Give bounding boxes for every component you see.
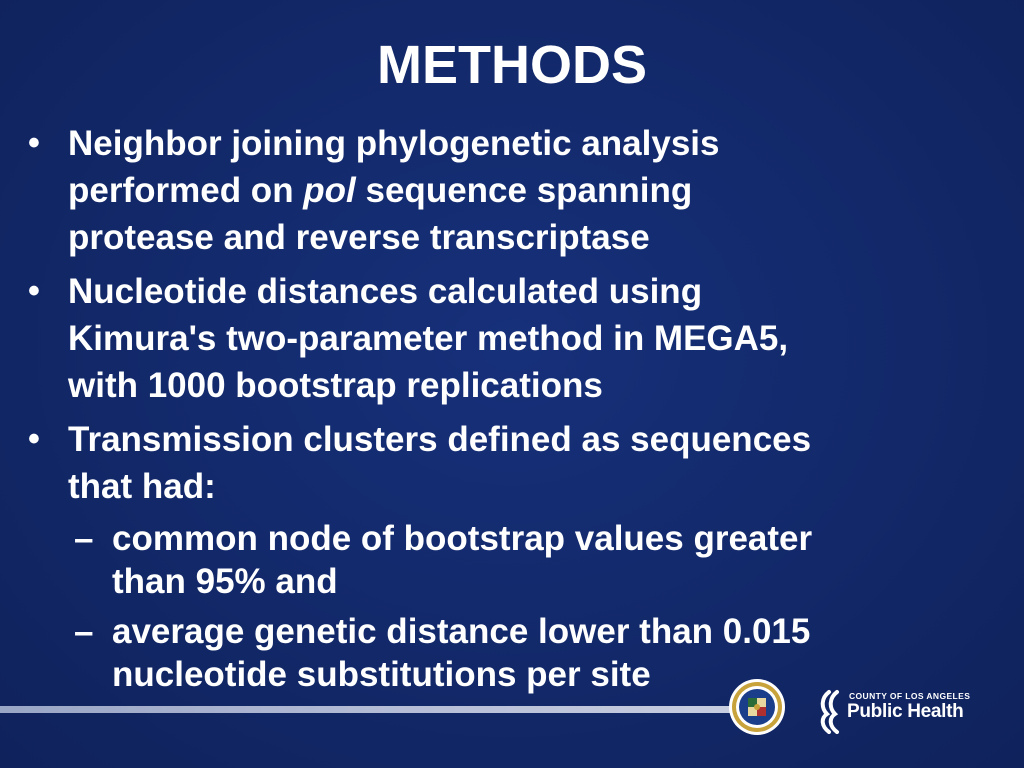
bullet-text: performed on [68,171,304,210]
sub-bullet-line: average genetic distance lower than 0.015 [112,612,811,651]
bullet-dot: • [28,420,40,458]
sub-bullet-line: nucleotide substitutions per site [112,655,651,694]
logo-county-text: COUNTY OF LOS ANGELES [849,691,971,701]
bullet-line: Nucleotide distances calculated using [68,272,703,311]
slide-title: METHODS [377,35,647,95]
bullet-line: Transmission clusters defined as sequences [68,420,812,459]
sub-bullet-line: than 95% and [112,562,338,601]
bullet-line: Kimura's two-parameter method in MEGA5, [68,319,789,358]
sub-bullet-dash: – [74,612,94,651]
bullet-item-neighbor-joining [28,120,958,261]
sub-bullet-genetic-distance [28,610,958,696]
pol-italic: pol [303,171,356,210]
public-health-logo [815,688,971,734]
sub-bullet-line: common node of bootstrap values greater [112,519,813,558]
county-seal-icon [728,678,786,736]
bullet-line: that had: [68,467,216,506]
bullet-line: Neighbor joining phylogenetic analysis [68,124,720,163]
sub-bullet-dash: – [74,519,94,558]
bullet-line [68,167,958,214]
bullet-text: sequence spanning [355,171,693,210]
bullet-line: protease and reverse transcriptase [68,218,650,257]
bullet-dot: • [28,272,40,310]
logo-public-health-text: Public Health [847,701,964,722]
bullet-item-transmission-clusters [28,416,958,510]
bullet-dot: • [28,124,40,162]
footer-rule [0,706,740,713]
bullet-list [28,120,958,703]
bullet-line: with 1000 bootstrap replications [68,366,603,405]
bullet-item-nucleotide-distances [28,268,958,409]
sub-bullet-bootstrap [28,517,958,603]
public-health-logo-icon [815,688,845,734]
